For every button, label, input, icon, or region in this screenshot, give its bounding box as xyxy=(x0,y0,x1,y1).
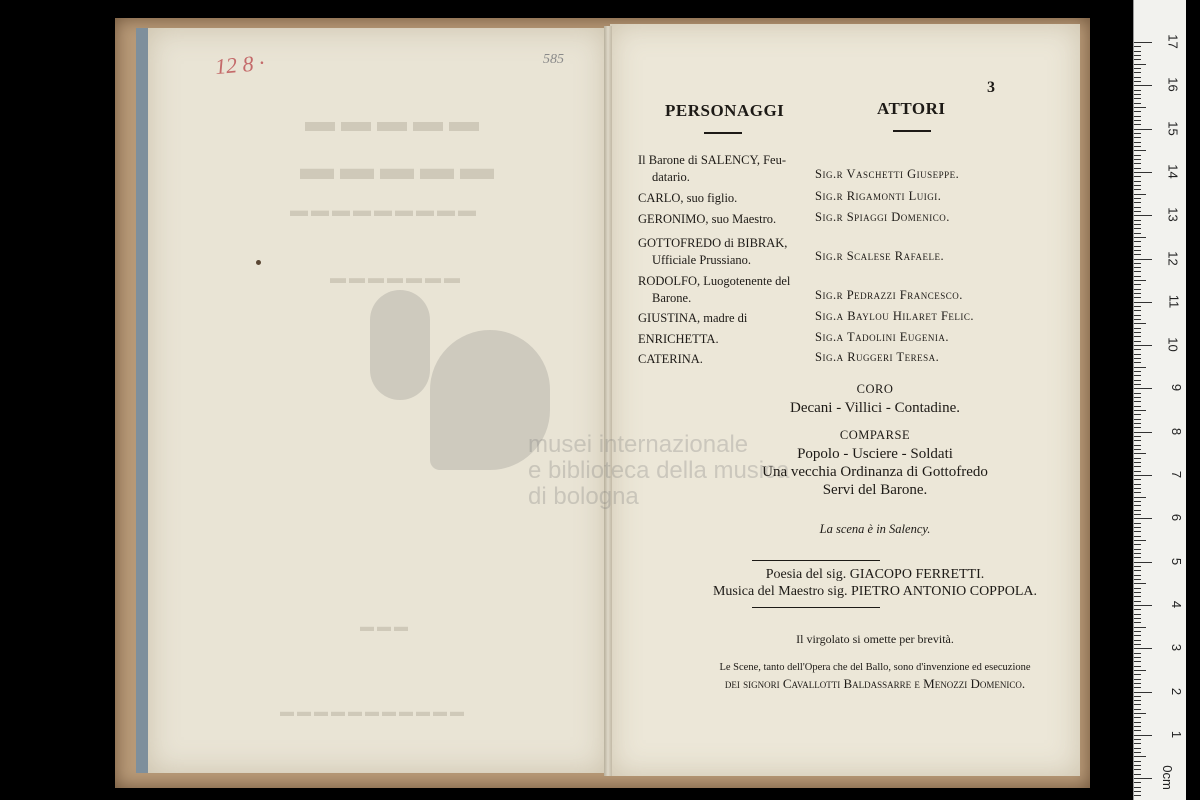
ruler-number: 14 xyxy=(1165,164,1181,179)
ruler-tick xyxy=(1134,64,1146,65)
ruler-tick xyxy=(1134,795,1141,796)
ruler-tick xyxy=(1134,220,1141,221)
ruler-tick xyxy=(1134,661,1141,662)
ruler-tick xyxy=(1134,181,1141,182)
ruler-tick xyxy=(1134,700,1141,701)
ruler-number: 0cm xyxy=(1160,765,1176,790)
actor-enrichetta: Sig.a Tadolini Eugenia. xyxy=(815,330,949,344)
ruler-tick xyxy=(1134,302,1152,303)
actor-giustina: Sig.a Baylou Hilaret Felic. xyxy=(815,309,975,323)
ruler-tick xyxy=(1134,722,1141,723)
ruler-tick xyxy=(1134,579,1141,580)
ruler-tick xyxy=(1134,310,1141,311)
ruler-tick xyxy=(1134,172,1152,173)
ruler-number: 12 xyxy=(1165,250,1181,266)
ruler-tick xyxy=(1134,640,1141,641)
ruler-tick xyxy=(1134,735,1152,736)
scenery-note-line2: dei signori Cavallotti Baldassarre e Menozzi Domenico. xyxy=(724,676,1026,691)
ruler-tick xyxy=(1134,51,1141,52)
ruler-tick xyxy=(1134,709,1141,710)
ruler-tick xyxy=(1134,306,1141,307)
ruler-tick xyxy=(1134,263,1141,264)
ruler-tick xyxy=(1134,176,1141,177)
ruler-tick xyxy=(1134,644,1141,645)
ruler-tick xyxy=(1134,406,1141,407)
ruler-tick xyxy=(1134,362,1141,363)
ruler-tick xyxy=(1134,211,1141,212)
ruler-tick xyxy=(1134,228,1141,229)
setting-note: La scena è in Salency. xyxy=(819,522,931,536)
ruler-tick xyxy=(1134,514,1141,515)
chorus-title: CORO xyxy=(856,382,894,396)
ruler-tick xyxy=(1134,696,1141,697)
scenery-note-line1: Le Scene, tanto dell'Opera che del Ballo, sono d'invenzione ed esecuzione xyxy=(719,662,1031,673)
ruler-tick xyxy=(1134,575,1141,576)
ruler-tick xyxy=(1134,484,1141,485)
ruler-tick xyxy=(1134,293,1141,294)
ruler-tick xyxy=(1134,782,1141,783)
ruler-tick xyxy=(1134,142,1141,143)
ruler-tick xyxy=(1134,674,1141,675)
ruler-tick xyxy=(1134,77,1141,78)
page-number: 3 xyxy=(987,79,995,96)
watermark-logo xyxy=(370,290,430,400)
ruler-tick xyxy=(1134,341,1141,342)
ruler-number: 4 xyxy=(1168,600,1184,609)
ruler-tick xyxy=(1134,635,1141,636)
ruler-tick xyxy=(1134,566,1141,567)
ruler-tick xyxy=(1134,518,1152,519)
ruler-tick xyxy=(1134,410,1146,411)
ruler-tick xyxy=(1134,103,1141,104)
ruler-number: 6 xyxy=(1168,514,1184,522)
ruler-tick xyxy=(1134,765,1141,766)
ruler-tick xyxy=(1134,527,1141,528)
ruler-tick xyxy=(1134,215,1152,216)
ruler-tick xyxy=(1134,163,1141,164)
ruler-tick xyxy=(1134,393,1141,394)
ruler-tick xyxy=(1134,198,1141,199)
ruler-tick xyxy=(1134,371,1141,372)
ruler-tick xyxy=(1134,471,1141,472)
actors-heading: ATTORI xyxy=(877,99,946,118)
ruler-tick xyxy=(1134,129,1152,130)
ruler-tick xyxy=(1134,414,1141,415)
ruler-tick xyxy=(1134,332,1141,333)
ruler-tick xyxy=(1134,323,1146,324)
ruler-tick xyxy=(1134,453,1146,454)
bleed-through-mark: ▬▬▬▬▬▬▬▬▬▬▬ xyxy=(280,705,467,720)
ruler-tick xyxy=(1134,778,1152,779)
ruler-tick xyxy=(1134,72,1141,73)
ruler-number: 13 xyxy=(1165,207,1181,222)
ruler-tick xyxy=(1134,133,1141,134)
ruler-tick xyxy=(1134,462,1141,463)
ruler-tick xyxy=(1134,107,1146,108)
ruler-tick xyxy=(1134,68,1141,69)
ruler-tick xyxy=(1134,505,1141,506)
ruler-tick xyxy=(1134,774,1141,775)
ruler-tick xyxy=(1134,246,1141,247)
ruler-tick xyxy=(1134,85,1152,86)
ruler-tick xyxy=(1134,557,1141,558)
ruler-tick xyxy=(1134,315,1141,316)
ruler-tick xyxy=(1134,297,1141,298)
actor-geronimo: Sig.r Spiaggi Domenico. xyxy=(815,210,950,224)
ruler-tick xyxy=(1134,449,1141,450)
ruler-tick xyxy=(1134,748,1141,749)
ruler-tick xyxy=(1134,475,1152,476)
ruler-tick xyxy=(1134,319,1141,320)
bleed-through-mark: ▬▬▬▬▬▬▬▬▬ xyxy=(290,200,479,220)
ruler-tick xyxy=(1134,155,1141,156)
ruler-tick xyxy=(1134,726,1141,727)
ruler-number: 16 xyxy=(1165,77,1181,93)
ruler-tick xyxy=(1134,583,1146,584)
flyleaf-edge xyxy=(136,28,148,773)
ruler-tick xyxy=(1134,436,1141,437)
ruler-tick xyxy=(1134,713,1146,714)
ruler-number: 8 xyxy=(1168,427,1184,435)
ruler-tick xyxy=(1134,380,1141,381)
role-giustina: GIUSTINA, madre di xyxy=(638,311,748,325)
chorus-members: Decani - Villici - Contadine. xyxy=(789,400,961,416)
ruler-tick xyxy=(1134,445,1141,446)
ruler-tick xyxy=(1134,284,1141,285)
ruler-tick xyxy=(1134,622,1141,623)
role-enrichetta: ENRICHETTA. xyxy=(638,332,719,346)
ruler-tick xyxy=(1134,336,1141,337)
ruler-tick xyxy=(1134,787,1141,788)
ruler-tick xyxy=(1134,289,1141,290)
ruler-tick xyxy=(1134,137,1141,138)
ruler-tick xyxy=(1134,367,1146,368)
extras-line3: Servi del Barone. xyxy=(822,482,928,498)
ruler-tick xyxy=(1134,328,1141,329)
ruler-tick xyxy=(1134,59,1141,60)
ruler-tick xyxy=(1134,609,1141,610)
actor-caterina: Sig.a Ruggeri Teresa. xyxy=(815,350,940,364)
ruler-tick xyxy=(1134,254,1141,255)
credits-top-rule xyxy=(752,560,880,561)
characters-heading: PERSONAGGI xyxy=(665,101,785,120)
ruler-tick xyxy=(1134,432,1152,433)
ruler-number: 2 xyxy=(1168,687,1184,695)
ruler-tick xyxy=(1134,146,1141,147)
ruler-tick xyxy=(1134,354,1141,355)
watermark-text: musei internazionale e biblioteca della musica di bologna xyxy=(528,431,790,510)
ruler-number: 5 xyxy=(1168,557,1184,565)
ruler-tick xyxy=(1134,531,1141,532)
ruler-number: 11 xyxy=(1165,294,1181,309)
ruler-tick xyxy=(1134,592,1141,593)
ruler-tick xyxy=(1134,570,1141,571)
ruler-tick xyxy=(1134,717,1141,718)
ruler-tick xyxy=(1134,670,1146,671)
ruler-tick xyxy=(1134,427,1141,428)
ruler-tick xyxy=(1134,120,1141,121)
role-baron: Il Barone di SALENCY, Feu- datario. xyxy=(638,153,787,184)
ruler-tick xyxy=(1134,657,1141,658)
ruler-tick xyxy=(1134,501,1141,502)
ruler-tick xyxy=(1134,111,1141,112)
actor-rodolfo: Sig.r Pedrazzi Francesco. xyxy=(815,288,963,302)
role-rodolfo: RODOLFO, Luogotenente del Barone. xyxy=(638,274,791,305)
omission-note: Il virgolato si omette per brevità. xyxy=(796,632,954,646)
ruler-tick xyxy=(1134,150,1146,151)
bleed-through-mark: ▬▬▬▬▬▬▬ xyxy=(330,270,463,287)
ruler-tick xyxy=(1134,692,1152,693)
ruler-tick xyxy=(1134,388,1152,389)
ruler-tick xyxy=(1134,540,1146,541)
ruler-tick xyxy=(1134,466,1141,467)
ruler-tick xyxy=(1134,752,1141,753)
ruler-tick xyxy=(1134,419,1141,420)
ruler-number: 15 xyxy=(1165,120,1181,136)
ruler-tick xyxy=(1134,189,1141,190)
ruler-tick xyxy=(1134,523,1141,524)
ruler-tick xyxy=(1134,761,1141,762)
actor-baron: Sig.r Vaschetti Giuseppe. xyxy=(815,167,960,181)
ruler-tick xyxy=(1134,280,1146,281)
bleed-through-mark: ▬▬▬▬▬ xyxy=(305,105,485,138)
ruler-tick xyxy=(1134,553,1141,554)
ruler-tick xyxy=(1134,423,1141,424)
ruler-tick xyxy=(1134,276,1141,277)
extras-line2: Una vecchia Ordinanza di Gottofredo xyxy=(762,464,988,480)
ruler-tick xyxy=(1134,488,1141,489)
measuring-ruler xyxy=(1133,0,1186,800)
role-geronimo: GERONIMO, suo Maestro. xyxy=(638,212,777,226)
ruler-tick xyxy=(1134,648,1152,649)
pencil-note: 585 xyxy=(543,52,564,67)
ruler-tick xyxy=(1134,358,1141,359)
ruler-tick xyxy=(1134,46,1141,47)
ruler-tick xyxy=(1134,271,1141,272)
extras-line1: Popolo - Usciere - Soldati xyxy=(797,446,953,462)
ruler-tick xyxy=(1134,497,1146,498)
ruler-tick xyxy=(1134,756,1146,757)
ruler-tick xyxy=(1134,42,1152,43)
ruler-number: 7 xyxy=(1168,470,1184,479)
ruler-tick xyxy=(1134,687,1141,688)
ruler-tick xyxy=(1134,614,1141,615)
ruler-tick xyxy=(1134,116,1141,117)
ruler-tick xyxy=(1134,202,1141,203)
ruler-tick xyxy=(1134,544,1141,545)
paper-stain xyxy=(256,260,261,265)
extras-title: COMPARSE xyxy=(839,428,911,442)
ruler-tick xyxy=(1134,345,1152,346)
ruler-tick xyxy=(1134,653,1141,654)
ruler-tick xyxy=(1134,666,1141,667)
ruler-tick xyxy=(1134,397,1141,398)
ruler-tick xyxy=(1134,384,1141,385)
ruler-number: 1 xyxy=(1168,730,1184,738)
ruler-tick xyxy=(1134,627,1146,628)
ruler-tick xyxy=(1134,730,1141,731)
ruler-tick xyxy=(1134,401,1141,402)
ruler-tick xyxy=(1134,185,1141,186)
ruler-tick xyxy=(1134,159,1141,160)
ruler-tick xyxy=(1134,536,1141,537)
ruler-tick xyxy=(1134,259,1152,260)
ruler-tick xyxy=(1134,241,1141,242)
ruler-tick xyxy=(1134,549,1141,550)
actor-carlo: Sig.r Rigamonti Luigi. xyxy=(815,189,942,203)
actors-heading-rule xyxy=(893,130,931,132)
ruler-tick xyxy=(1134,224,1141,225)
ruler-tick xyxy=(1134,233,1141,234)
ruler-tick xyxy=(1134,194,1146,195)
ruler-tick xyxy=(1134,90,1141,91)
role-gottofredo: GOTTOFREDO di BIBRAK, Ufficiale Prussiano. xyxy=(638,236,788,267)
ruler-number: 10 xyxy=(1165,337,1181,352)
music-credit: Musica del Maestro sig. PIETRO ANTONIO COPPOLA. xyxy=(712,584,1038,599)
ruler-tick xyxy=(1134,375,1141,376)
ruler-tick xyxy=(1134,618,1141,619)
credits-bottom-rule xyxy=(752,607,880,608)
ruler-tick xyxy=(1134,791,1141,792)
actor-gottofredo: Sig.r Scalese Rafaele. xyxy=(815,249,945,263)
ruler-tick xyxy=(1134,562,1152,563)
ruler-tick xyxy=(1134,250,1141,251)
ruler-tick xyxy=(1134,739,1141,740)
ruler-number: 17 xyxy=(1165,34,1181,49)
bleed-through-mark: ▬▬▬▬▬ xyxy=(300,150,500,187)
ruler-tick xyxy=(1134,124,1141,125)
ruler-tick xyxy=(1134,679,1141,680)
ruler-tick xyxy=(1134,458,1141,459)
ruler-tick xyxy=(1134,349,1141,350)
ruler-tick xyxy=(1134,207,1141,208)
ruler-tick xyxy=(1134,769,1141,770)
ruler-number: 9 xyxy=(1168,384,1184,392)
role-caterina: CATERINA. xyxy=(638,352,703,366)
ruler-tick xyxy=(1134,98,1141,99)
ruler-tick xyxy=(1134,596,1141,597)
characters-heading-rule xyxy=(704,132,742,134)
ruler-tick xyxy=(1134,588,1141,589)
ruler-number: 3 xyxy=(1168,644,1184,652)
ruler-tick xyxy=(1134,55,1141,56)
ruler-tick xyxy=(1134,94,1141,95)
ruler-tick xyxy=(1134,168,1141,169)
ruler-tick xyxy=(1134,267,1141,268)
ruler-tick xyxy=(1134,743,1141,744)
role-carlo: CARLO, suo figlio. xyxy=(638,191,738,205)
ruler-tick xyxy=(1134,81,1141,82)
handwritten-shelfmark: 12 8 · xyxy=(213,49,266,80)
ruler-tick xyxy=(1134,605,1152,606)
ruler-tick xyxy=(1134,683,1141,684)
ruler-tick xyxy=(1134,479,1141,480)
ruler-tick xyxy=(1134,601,1141,602)
poetry-credit: Poesia del sig. GIACOPO FERRETTI. xyxy=(765,567,985,582)
ruler-tick xyxy=(1134,510,1141,511)
bleed-through-mark: ▬▬▬ xyxy=(360,620,411,635)
ruler-tick xyxy=(1134,631,1141,632)
ruler-tick xyxy=(1134,440,1141,441)
ruler-tick xyxy=(1134,237,1146,238)
ruler-tick xyxy=(1134,492,1141,493)
ruler-tick xyxy=(1134,704,1141,705)
